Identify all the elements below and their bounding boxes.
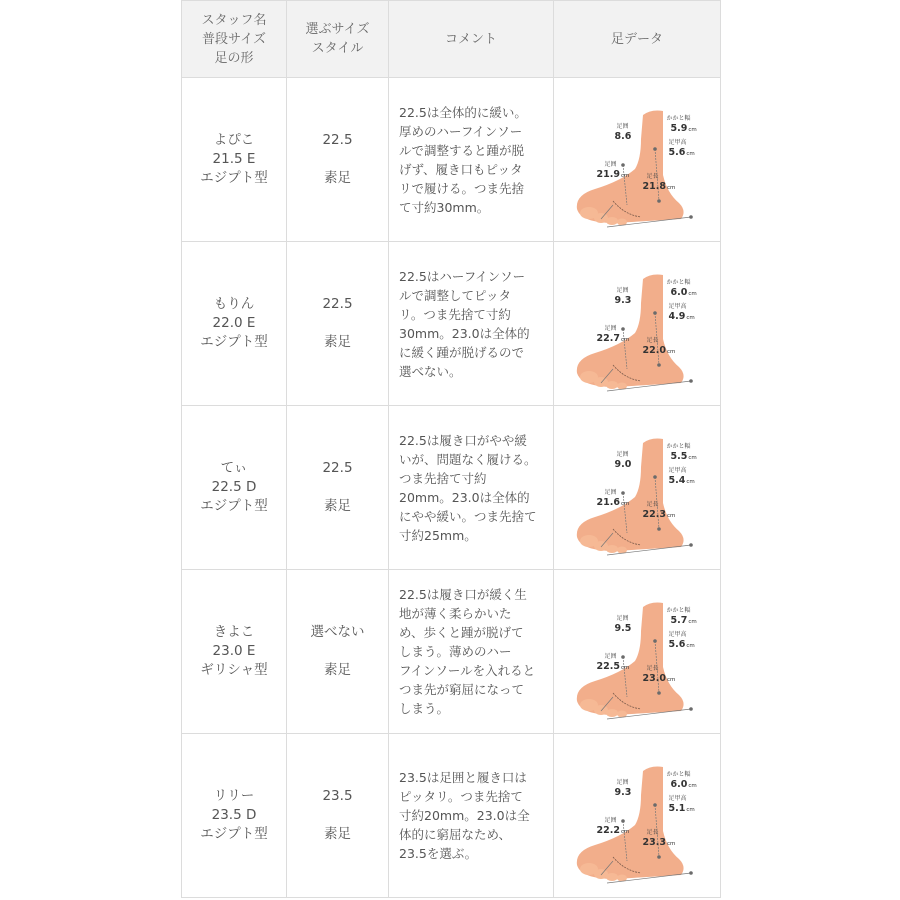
- staff-name: リリー: [213, 788, 255, 804]
- length-value: 21.8cm: [642, 180, 676, 192]
- heel-width-label: かかと幅: [666, 442, 691, 450]
- staff-cell: [182, 78, 287, 242]
- length-label: 足長: [646, 500, 659, 508]
- girth-value: 21.9cm: [596, 168, 630, 180]
- foot-diagram: [555, 741, 720, 891]
- comment-cell: [389, 734, 554, 898]
- foot-illustration: [555, 249, 720, 399]
- table-header-row: [182, 1, 721, 78]
- girth-value: 22.2cm: [596, 824, 630, 836]
- table-row: [182, 78, 721, 242]
- chosen-size: 22.5: [322, 296, 353, 312]
- foot-illustration: [555, 741, 720, 891]
- foot-diagram: [555, 413, 720, 563]
- staff-name: きよこ: [213, 624, 255, 640]
- chosen-size: 選べない: [310, 624, 365, 640]
- foot-diagram: [555, 577, 720, 727]
- size-cell: [287, 570, 389, 734]
- foot-diagram: [555, 249, 720, 399]
- header-staff: スタッフ名 普段サイズ 足の形: [182, 1, 287, 78]
- header-foot-data: 足データ: [554, 1, 721, 78]
- length-value: 23.3cm: [642, 836, 676, 848]
- arch-height-label: 足甲高: [668, 466, 687, 474]
- chosen-size: 22.5: [322, 460, 353, 476]
- header-size: 選ぶサイズ スタイル: [287, 1, 389, 78]
- comment-cell: [389, 242, 554, 406]
- foot-data-cell: [554, 734, 721, 898]
- comment-cell: [389, 78, 554, 242]
- girth-label: 足囲: [604, 652, 617, 660]
- length-label: 足長: [646, 828, 659, 836]
- heel-width-value: 6.0cm: [670, 286, 697, 298]
- arch-height-value: 5.1cm: [668, 802, 695, 814]
- table-row: [182, 570, 721, 734]
- usual-size: 23.5 D: [211, 807, 257, 823]
- size-comparison-table: [181, 0, 721, 898]
- heel-width-label: かかと幅: [666, 606, 691, 614]
- foot-data-cell: [554, 570, 721, 734]
- comment-text: 22.5は履き口が緩く生 地が薄く柔らかいた め、歩くと踵が脱げて しまう。薄めのハー フインソールを入れると つま先が窮屈になって しまう。: [399, 587, 536, 716]
- usual-size: 23.0 E: [212, 643, 256, 659]
- heel-width-value: 5.7cm: [670, 614, 697, 626]
- staff-name: てぃ: [220, 460, 248, 476]
- instep-label: 足囲: [616, 778, 629, 786]
- girth-value: 22.7cm: [596, 332, 630, 344]
- chosen-size: 23.5: [322, 788, 353, 804]
- arch-height-label: 足甲高: [668, 302, 687, 310]
- instep-label: 足囲: [616, 450, 629, 458]
- size-cell: [287, 78, 389, 242]
- table-row: [182, 734, 721, 898]
- length-label: 足長: [646, 664, 659, 672]
- size-cell: [287, 406, 389, 570]
- staff-name: よぴこ: [213, 132, 255, 148]
- arch-height-value: 4.9cm: [668, 310, 695, 322]
- arch-height-value: 5.4cm: [668, 474, 695, 486]
- girth-label: 足囲: [604, 160, 617, 168]
- foot-diagram: [555, 85, 720, 235]
- instep-label: 足囲: [616, 614, 629, 622]
- girth-value: 22.5cm: [596, 660, 630, 672]
- instep-label: 足囲: [616, 122, 629, 130]
- length-value: 23.0cm: [642, 672, 676, 684]
- size-cell: [287, 734, 389, 898]
- heel-width-value: 6.0cm: [670, 778, 697, 790]
- foot-data-cell: [554, 78, 721, 242]
- length-label: 足長: [646, 336, 659, 344]
- wear-style: 素足: [324, 334, 351, 350]
- wear-style: 素足: [324, 498, 351, 514]
- instep-label: 足囲: [616, 286, 629, 294]
- staff-name: もりん: [213, 296, 255, 312]
- table-row: [182, 406, 721, 570]
- foot-illustration: [555, 577, 720, 727]
- instep-value: 9.0: [614, 458, 632, 470]
- staff-cell: [182, 570, 287, 734]
- comment-text: 22.5は履き口がやや緩 いが、問題なく履ける。 つま先捨て寸約 20mm。23.0は全体的 にやや緩い。つま先捨て 寸約25mm。: [399, 432, 537, 543]
- staff-cell: [182, 734, 287, 898]
- wear-style: 素足: [324, 662, 351, 678]
- size-comparison-table-container: [181, 0, 720, 900]
- size-cell: [287, 242, 389, 406]
- usual-size: 22.5 D: [211, 479, 257, 495]
- heel-width-label: かかと幅: [666, 114, 691, 122]
- wear-style: 素足: [324, 826, 351, 842]
- foot-shape: エジプト型: [200, 170, 268, 186]
- usual-size: 22.0 E: [212, 315, 256, 331]
- arch-height-label: 足甲高: [668, 138, 687, 146]
- instep-value: 9.3: [614, 294, 632, 306]
- comment-text: 23.5は足囲と履き口は ピッタリ。つま先捨て 寸約20mm。23.0は全 体的に窮屈なため、 23.5を選ぶ。: [399, 770, 530, 861]
- instep-value: 9.5: [614, 622, 632, 634]
- staff-cell: [182, 242, 287, 406]
- instep-value: 9.3: [614, 786, 632, 798]
- foot-shape: エジプト型: [200, 498, 268, 514]
- length-value: 22.0cm: [642, 344, 676, 356]
- girth-label: 足囲: [604, 324, 617, 332]
- foot-shape: エジプト型: [200, 334, 268, 350]
- foot-illustration: [555, 413, 720, 563]
- foot-data-cell: [554, 242, 721, 406]
- foot-shape: ギリシャ型: [200, 662, 268, 678]
- arch-height-value: 5.6cm: [668, 638, 695, 650]
- arch-height-label: 足甲高: [668, 630, 687, 638]
- heel-width-label: かかと幅: [666, 770, 691, 778]
- comment-text: 22.5は全体的に緩い。 厚めのハーフインソー ルで調整すると踵が脱 げず、履き口もピッタ リで履ける。つま先捨 て寸約30mm。: [399, 104, 527, 215]
- foot-illustration: [555, 85, 720, 235]
- table-row: [182, 242, 721, 406]
- comment-cell: [389, 406, 554, 570]
- header-comment: コメント: [389, 1, 554, 78]
- wear-style: 素足: [324, 170, 351, 186]
- heel-width-label: かかと幅: [666, 278, 691, 286]
- girth-label: 足囲: [604, 488, 617, 496]
- usual-size: 21.5 E: [212, 151, 256, 167]
- chosen-size: 22.5: [322, 132, 353, 148]
- length-label: 足長: [646, 172, 659, 180]
- girth-label: 足囲: [604, 816, 617, 824]
- girth-value: 21.6cm: [596, 496, 630, 508]
- foot-shape: エジプト型: [200, 826, 268, 842]
- comment-cell: [389, 570, 554, 734]
- foot-data-cell: [554, 406, 721, 570]
- length-value: 22.3cm: [642, 508, 676, 520]
- comment-text: 22.5はハーフインソー ルで調整してピッタ リ。つま先捨て寸約 30mm。23.0は全体的 に緩く踵が脱げるので 選べない。: [399, 268, 530, 379]
- staff-cell: [182, 406, 287, 570]
- arch-height-value: 5.6cm: [668, 146, 695, 158]
- arch-height-label: 足甲高: [668, 794, 687, 802]
- instep-value: 8.6: [614, 130, 632, 142]
- heel-width-value: 5.5cm: [670, 450, 697, 462]
- heel-width-value: 5.9cm: [670, 122, 697, 134]
